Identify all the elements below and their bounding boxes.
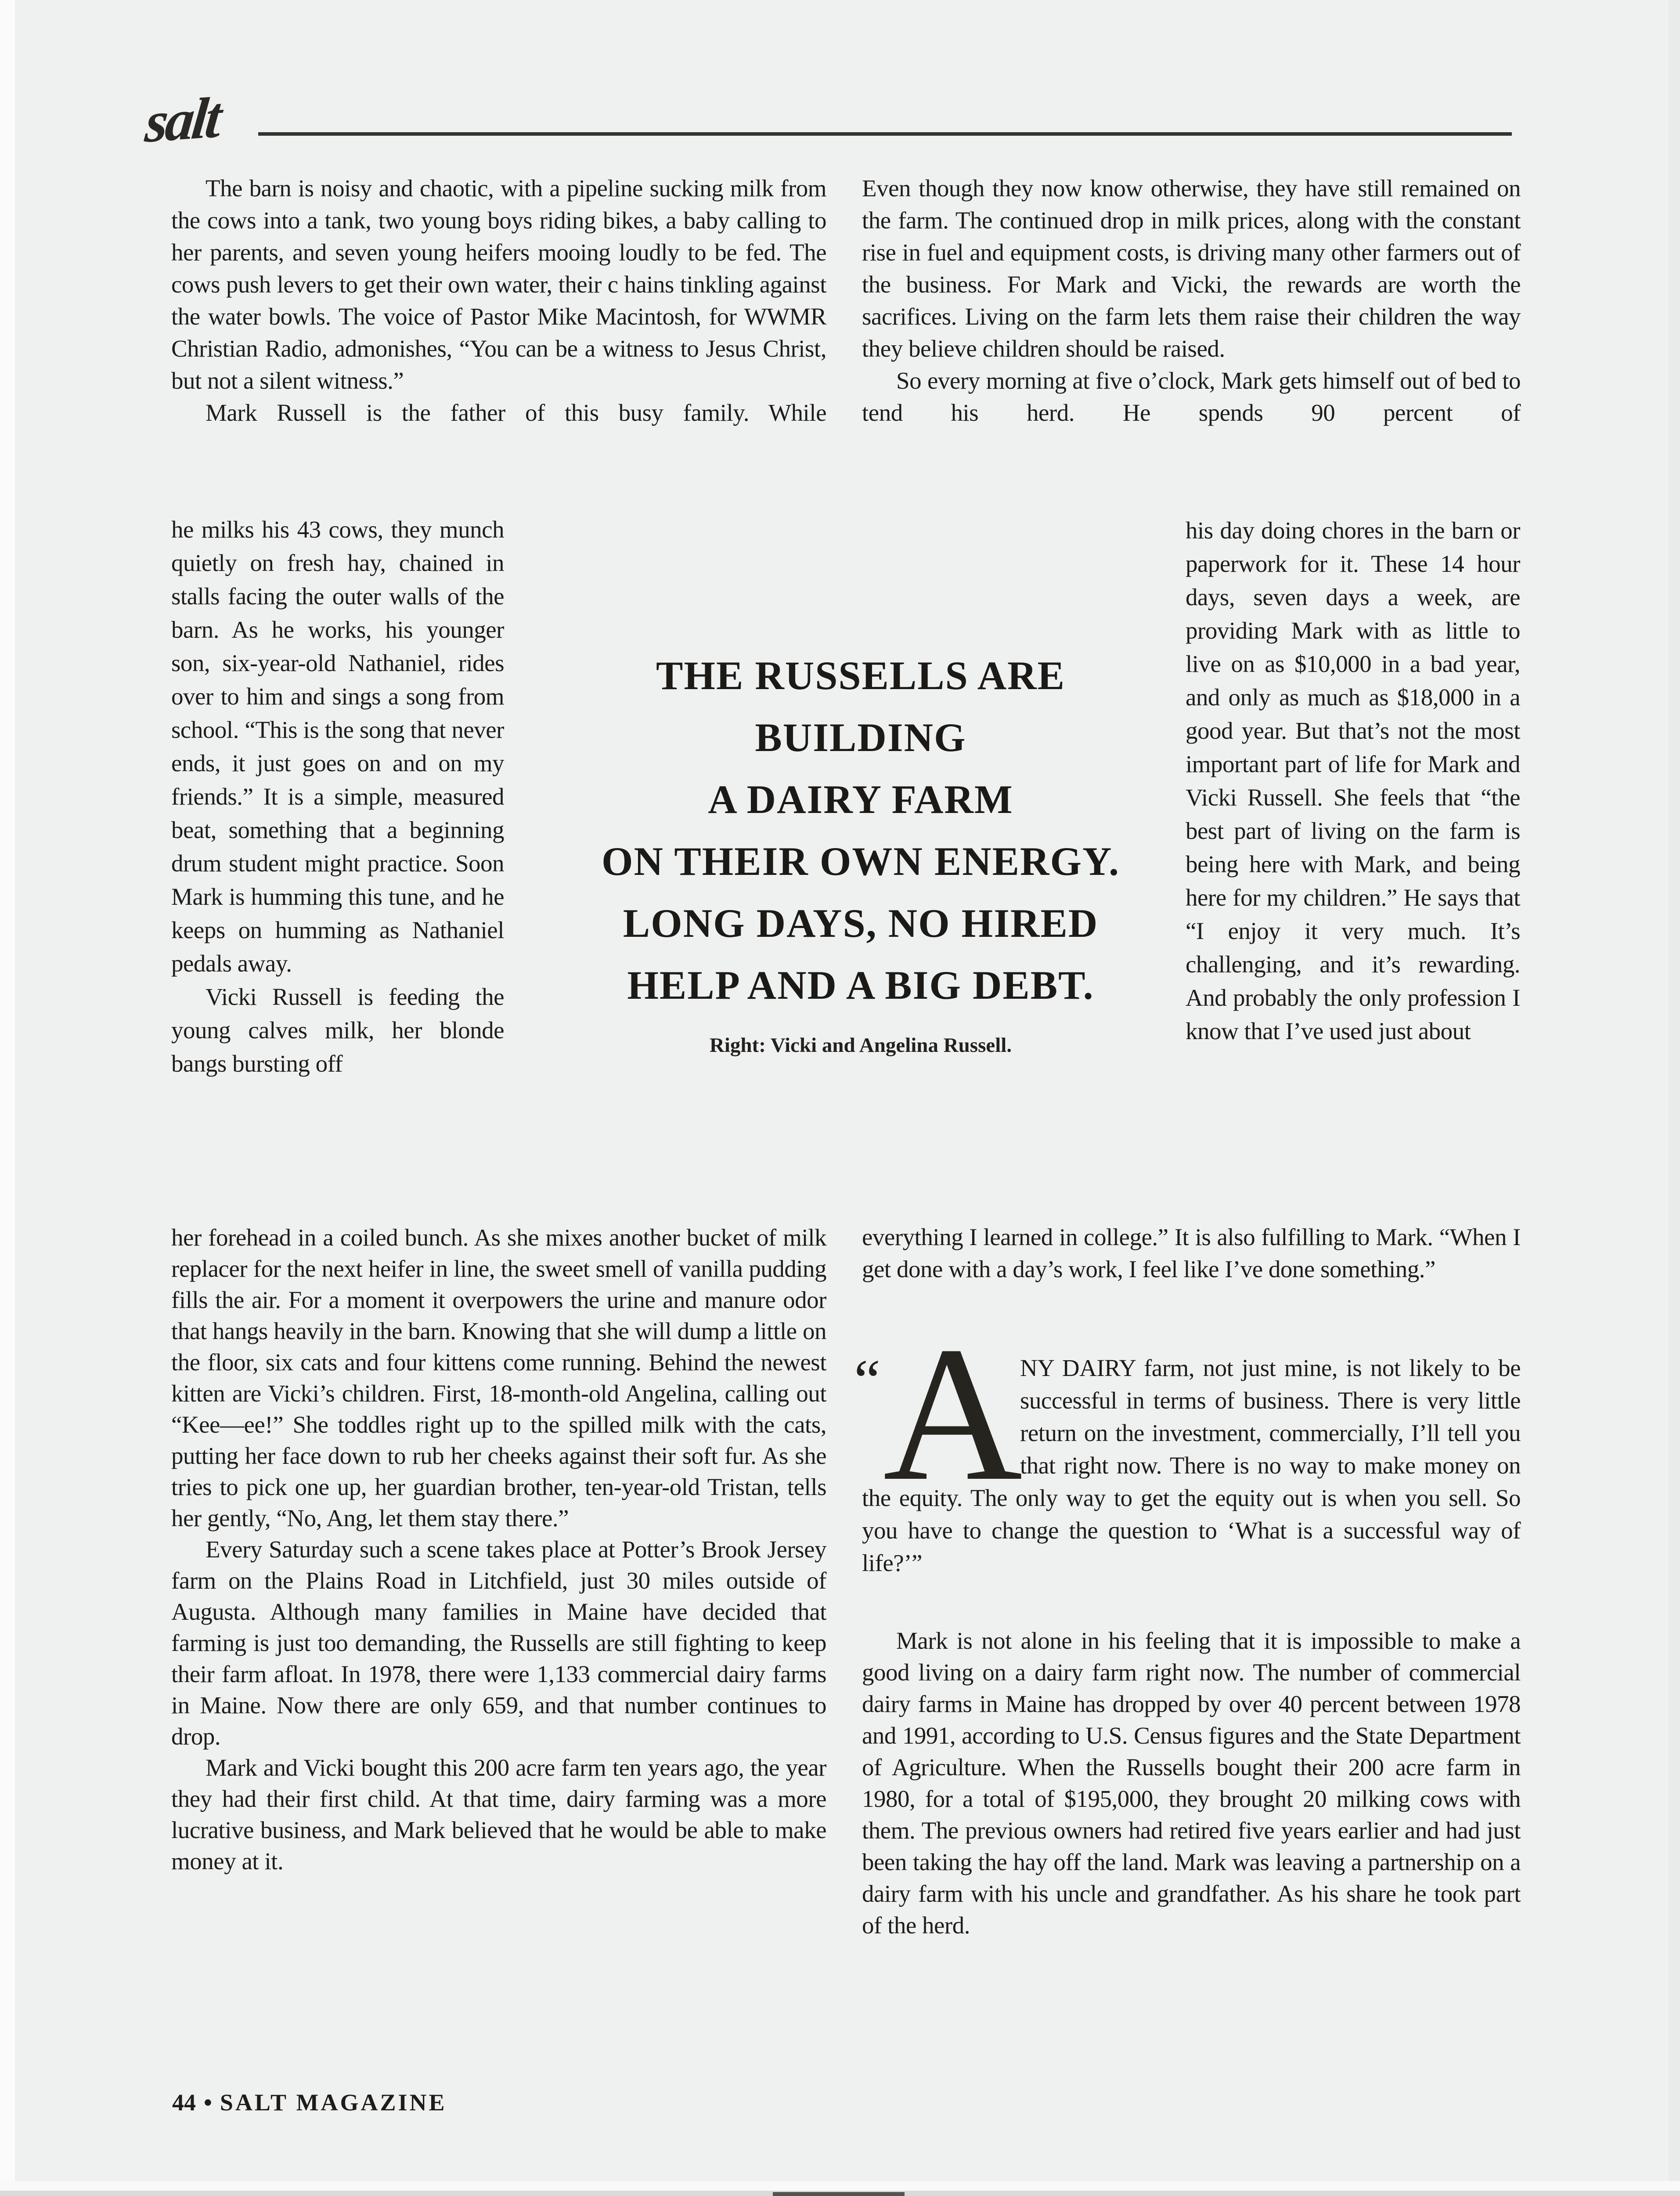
paragraph-morning-continued: everything I learned in college.” It is also fulfilling to Mark. “When I get done with a day’s work, I feel like I’ve done something.” [862,1224,1521,1282]
header-rule [258,132,1512,136]
paragraph-saturday: Every Saturday such a scene takes place at Potter’s Brook Jersey farm on the Plains Road in Litchfield, just 30 miles outside of Augusta. Although many families in Maine have decided that farming is just too demanding, the Russells are still fighting to keep their farm afloat. In 1978, there were 1,133 commercial dairy farms in Maine. Now there are only 659, and that number continues to drop. [171,1536,826,1750]
right-column-mid [862,1221,1521,1285]
pull-quote-line: LONG DAYS, NO HIRED [623,901,1099,946]
paragraph-not-alone: Mark is not alone in his feeling that it is impossible to make a good living on a dairy farm right now. The number of commercial dairy farms in Maine has dropped by over 40 percent between 1978 and 1991, according to U.S. Census figures and the State Department of Agriculture. When the Russells bought their 200 acre farm in 1980, for a total of $195,000, they brought 20 milking cows with them. The previous owners had retired five years earlier and had just been taking the hay off the land. Mark was leaving a partnership on a dairy farm with his uncle and grandfather. As his share he took part of the herd. [862,1627,1521,1939]
pull-quote-line: ON THEIR OWN ENERGY. [601,839,1120,884]
paragraph-any-dairy: NY DAIRY farm, not just mine, is not likely to be successful in terms of business. There is very little return on the investment, commercially, I’ll tell you that right now. There is no way to make money on the equity. The only way to get the equity out is when you sell. So you have to change the question to ‘What is a successful way of life?’” [862,1354,1521,1576]
left-column-lower [171,1222,826,1877]
paragraph-mark-narrow: he milks his 43 cows, they munch quietly on fresh hay, chained in stalls facing the outer walls of the barn. As he works, his younger son, six-year-old Nathaniel, rides over to him and sings a song from school. “This is the song that never ends, it just goes on and on my friends.” It is a simple, measured beat, something that a beginning drum student might practice. Soon Mark is humming this tune, and he keeps on humming as Nathaniel pedals away. [171,516,504,977]
pull-quote [531,645,1190,1058]
scan-edge-left [0,0,15,2196]
drop-cap [854,1307,1023,1521]
right-column-final [862,1625,1521,1941]
paragraph-even-though: Even though they now know otherwise, they have still remained on the farm. The continued drop in milk prices, along with the constant rise in fuel and equipment costs, is driving many other farmers out of the business. For Mark and Vicki, the rewards are worth the sacrifices. Living on the farm lets them raise their children the way they believe children should be raised. [862,175,1521,362]
paragraph-morning-intro: So every morning at five o’clock, Mark gets himself out of bed to tend his herd. He spends 90 percent of [862,367,1521,426]
right-column-top [862,172,1521,429]
page-footer [172,2089,447,2116]
paragraph-mark-intro: Mark Russell is the father of this busy family. While [205,399,826,426]
magazine-logo: salt [142,84,223,155]
left-column-narrow [171,513,504,1080]
paragraph-vicki-continued: her forehead in a coiled bunch. As she mixes another bucket of milk replacer for the next heifer in line, the sweet smell of vanilla pudding fills the air. For a moment it overpowers the urine and manure odor that hangs heavily in the barn. Knowing that she will dump a little on the floor, six cats and four kittens come running. Behind the newest kitten are Vicki’s children. First, 18-month-old Angelina, calling out “Kee—ee!” She toddles right up to the spilled milk with the cats, putting her face down to rub her cheeks against their soft fur. As she tries to pick one up, her guardian brother, ten-year-old Tristan, tells her gently, “No, Ang, let them stay there.” [171,1224,826,1531]
pull-quote-line: A DAIRY FARM [708,777,1013,822]
right-column-narrow [1186,514,1520,1048]
drop-cap-paragraph [854,1307,1521,1579]
open-quote-mark: “ [854,1348,880,1413]
paragraph-bought-farm: Mark and Vicki bought this 200 acre farm ten years ago, the year they had their first child. At that time, dairy farming was a more lucrative business, and Mark believed that he would be able to make money at it. [171,1754,826,1875]
page-number: 44 [172,2089,196,2116]
pull-quote-line: HELP AND A BIG DEBT. [627,963,1094,1008]
paragraph-morning-narrow: his day doing chores in the barn or paperwork for it. These 14 hour days, seven days a week, are providing Mark with as little to live on as $10,000 in a bad year, and only as much as $18,000 in a good year. But that’s not the most important part of life for Mark and Vicki Russell. She feels that “the best part of living on the farm is being here with Mark, and being here for my children.” He says that “I enjoy it very much. It’s challenging, and it’s rewarding. And probably the only profession I know that I’ve used just about [1186,517,1520,1044]
scan-edge-right [1669,0,1680,2196]
scan-edge-bottom-white [0,2181,1680,2191]
left-column-top [171,172,826,429]
scan-artifact-mark [773,2192,905,2196]
pull-quote-line: THE RUSSELLS ARE [656,653,1065,698]
photo-caption: Right: Vicki and Angelina Russell. [709,1034,1012,1057]
paragraph-vicki-narrow: Vicki Russell is feeding the young calves milk, her blonde bangs bursting off [171,983,504,1077]
footer-bullet: • [204,2089,212,2116]
pull-quote-line: BUILDING [755,715,966,760]
paragraph-barn: The barn is noisy and chaotic, with a pipeline sucking milk from the cows into a tank, two young boys riding bikes, a baby calling to her parents, and seven young heifers mooing loudly to be fed. The cows push levers to get their own water, their c hains tinkling against the water bowls. The voice of Pastor Mike Macintosh, for WWMR Christian Radio, admonishes, “You can be a witness to Jesus Christ, but not a silent witness.” [171,175,826,394]
drop-cap-letter: A [883,1307,1023,1521]
magazine-title: SALT MAGAZINE [220,2089,447,2116]
